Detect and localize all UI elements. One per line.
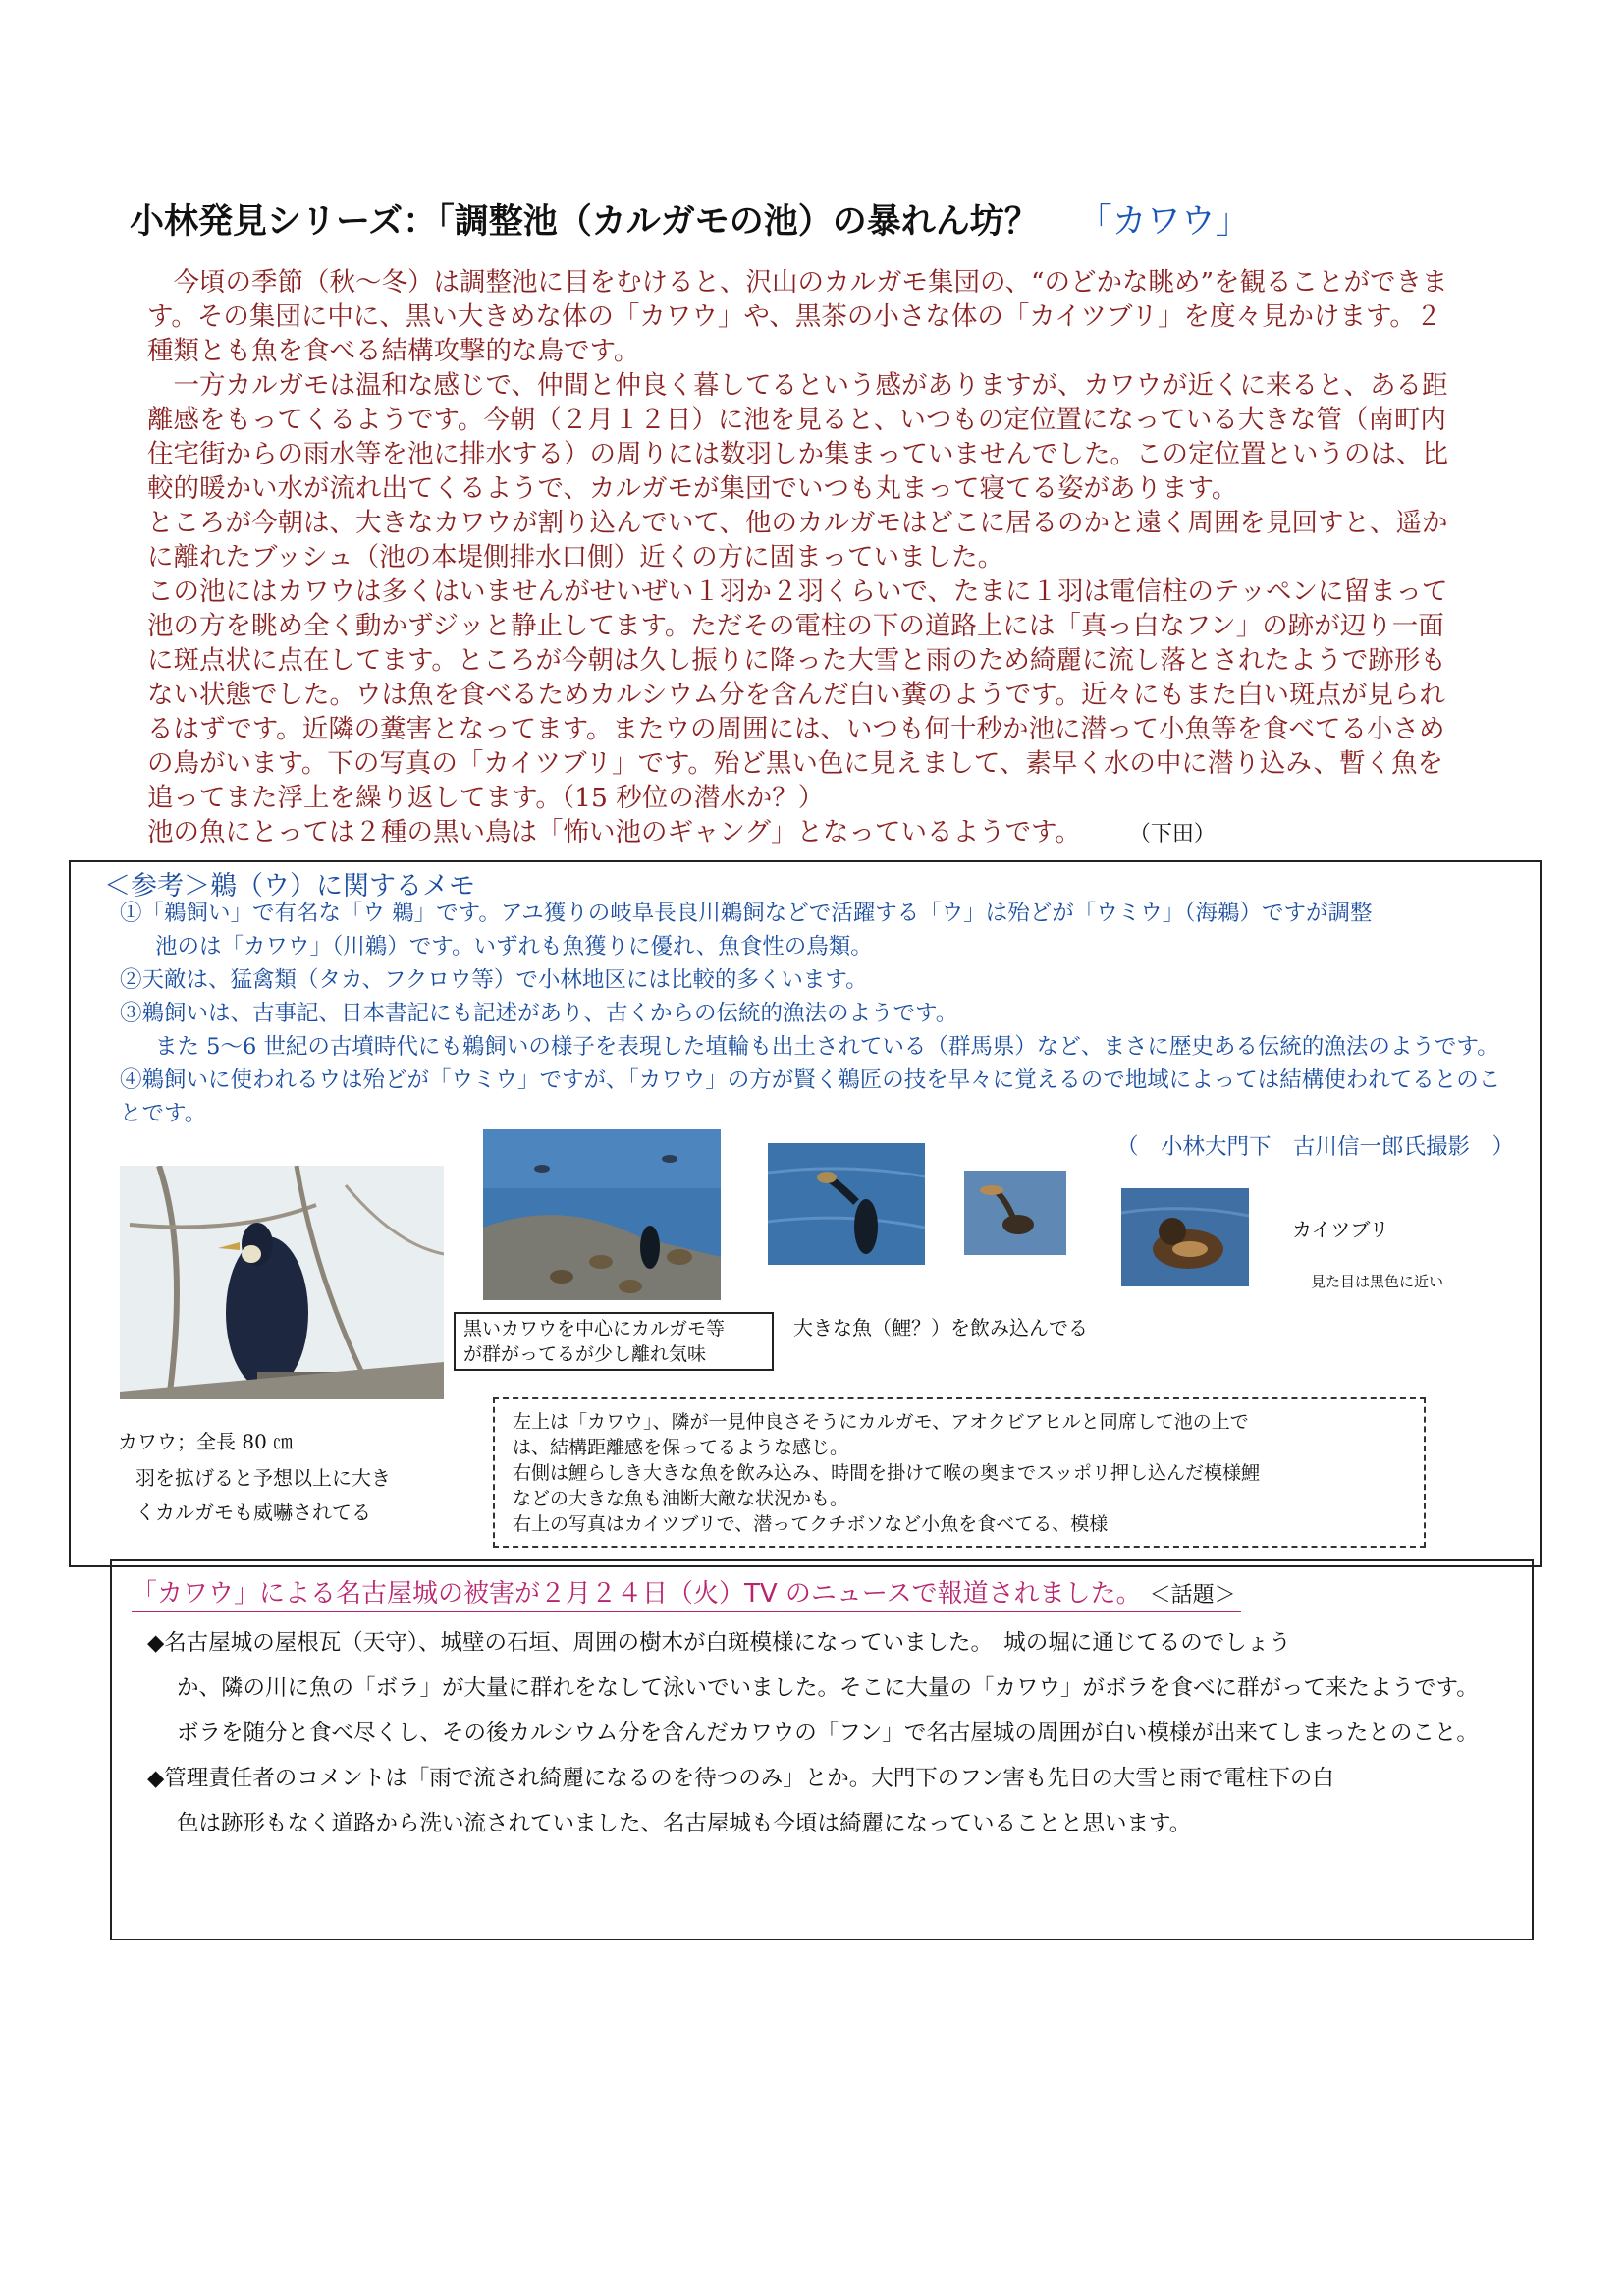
fish-caption: 大きな魚（鯉？）を飲み込んでる xyxy=(793,1316,1088,1339)
memo-item-3b: また 5～6 世紀の古墳時代にも鵜飼いの様子を表現した埴輪も出土されている（群馬県）など、まさに歴史ある伝統的漁法のようです。 xyxy=(155,1034,1499,1060)
fish-photo-2 xyxy=(964,1171,1066,1255)
memo-item-1b: 池のは「カワウ」（川鵜）です。いずれも魚獲りに優れ、魚食性の鳥類。 xyxy=(155,934,873,959)
news-body xyxy=(147,1620,1492,1846)
news-paragraph-2-rest: 色は跡形もなく道路から洗い流されていました、名古屋城も今頃は綺麗になっていることと思います。 xyxy=(177,1811,1192,1836)
intro-closing-line xyxy=(147,815,1453,851)
news-headline: 「カワウ」による名古屋城の被害が２月２４日（火）TV のニュースで報道されました。 xyxy=(132,1579,1142,1609)
memo-item-2: ②天敵は、猛禽類（タカ、フクロウ等）で小林地区には比較的多くいます。 xyxy=(120,967,868,993)
intro-paragraph-1: 今頃の季節（秋～冬）は調整池に目をむけると、沢山のカルガモ集団の、“のどかな眺め”を観ることができます。その集団に中に、黒い大きめな体の「カワウ」や、黒茶の小さな体の「カイツブリ」を度々見かけます。２種類とも魚を食べる結構攻撃的な鳥です。 xyxy=(147,267,1448,366)
fish-photo-1 xyxy=(768,1143,925,1265)
kaitsuburi-photo xyxy=(1121,1188,1249,1286)
intro-paragraph-2: 一方カルガモは温和な感じで、仲間と仲良く暮してるという感がありますが、カワウが近くに来ると、ある距離感をもってくるようです。今朝（２月１２日）に池を見ると、いつもの定位置になっている大きな管（南町内住宅街からの雨水等を池に排水する）の周りには数羽しか集まっていませんでした。この定位置というのは、比較的暖かい水が流れ出てくるようで、カルガモが集団でいつも丸まって寝てる姿があります。 xyxy=(147,370,1448,504)
group-caption xyxy=(454,1312,774,1371)
memo-list xyxy=(120,897,1514,1164)
news-title-underline xyxy=(132,1611,1241,1612)
kaitsuburi-label: カイツブリ xyxy=(1292,1218,1389,1241)
photo-credit: （ 小林大門下 古川信一郎氏撮影 ） xyxy=(1115,1134,1514,1160)
intro-closing: 池の魚にとっては２種の黒い鳥は「怖い池のギャング」となっているようです。 xyxy=(147,817,1081,847)
memo-item-1a: ①「鵜飼い」で有名な「ウ 鵜」です。アユ獲りの岐阜長良川鵜飼などで活躍する「ウ」は殆どが「ウミウ」（海鵜）ですが調整 xyxy=(120,901,1373,926)
kawau-photo xyxy=(120,1166,444,1399)
kawau-caption-2: 羽を拡げると予想以上に大き xyxy=(135,1466,391,1490)
memo-item-4: ④鵜飼いに使われるウは殆どが「ウミウ」ですが、「カワウ」の方が賢く鵜匠の技を早々に覚えるので地域によっては結構使われてるとのことです。 xyxy=(120,1067,1501,1126)
news-tag: ＜話題＞ xyxy=(1149,1583,1236,1608)
kawau-caption-3: くカルガモも威嚇されてる xyxy=(135,1501,371,1524)
news-paragraph-1-rest: か、隣の川に魚の「ボラ」が大量に群れをなして泳いでいました。そこに大量の「カワウ」がボラを食べに群がって来たようです。 ボラを随分と食べ尽くし、その後カルシウム分を含んだカワウの「フン」で名古屋城の周囲が白い模様が出来てしまったとのこと。 xyxy=(177,1675,1489,1746)
photo-note-line-1: 左上は「カワウ」、隣が一見仲良さそうにカルガモ、アオクビアヒルと同席して池の上で xyxy=(513,1411,1249,1433)
memo-title: ＜参考＞鵜（ウ）に関するメモ xyxy=(104,871,475,902)
photo-note-line-2: は、結構距離感を保ってるような感じ。 xyxy=(513,1437,849,1458)
intro-article xyxy=(147,265,1453,851)
photo-note-line-5: 右上の写真はカイツブリで、潜ってクチボソなど小魚を食べてる、模様 xyxy=(513,1513,1109,1535)
kawau-caption-1: カワウ；全長 80 ㎝ xyxy=(118,1430,294,1453)
news-paragraph-1-first: ◆名古屋城の屋根瓦（天守）、城壁の石垣、周囲の樹木が白斑模様になっていました。 城の堀に通じてるのでしょう xyxy=(147,1630,1291,1656)
photo-notes-box xyxy=(493,1397,1426,1548)
title-accent: 「カワウ」 xyxy=(1077,202,1250,242)
intro-signature: （下田） xyxy=(1139,822,1216,847)
news-title xyxy=(132,1573,1236,1610)
photo-note-line-4: などの大きな魚も油断大敵な状況かも。 xyxy=(513,1488,849,1509)
kaitsuburi-note: 見た目は黒色に近い xyxy=(1311,1273,1444,1290)
intro-paragraph-3: ところが今朝は、大きなカワウが割り込んでいて、他のカルガモはどこに居るのかと遠く周囲を見回すと、遥かに離れたブッシュ（池の本堤側排水口側）近くの方に固まっていました。 xyxy=(147,508,1448,573)
intro-paragraph-4: この池にはカワウは多くはいませんがせいぜい１羽か２羽くらいで、たまに１羽は電信柱のテッペンに留まって池の方を眺め全く動かずジッと静止してます。ただその電柱の下の道路上には「真っ白なフン」の跡が辺り一面に斑点状に点在してます。ところが今朝は久し振りに降った大雪と雨のため綺麗に流し落とされたようで跡形もない状態でした。ウは魚を食べるためカルシウム分を含んだ白い糞のようです。近々にもまた白い斑点が見られるはずです。近隣の糞害となってます。またウの周囲には、いつも何十秒か池に潜って小魚等を食べてる小さめの鳥がいます。下の写真の「カイツブリ」です。殆ど黒い色に見えまして、素早く水の中に潜り込み、暫く魚を追ってまた浮上を繰り返してます。（15 秒位の潜水か？） xyxy=(147,576,1448,813)
photo-note-line-3: 右側は鯉らしき大きな魚を飲み込み、時間を掛けて喉の奥までスッポリ押し込んだ模様鯉 xyxy=(513,1462,1260,1484)
group-photo xyxy=(483,1129,721,1300)
title-main: 小林発見シリーズ：「調整池（カルガモの池）の暴れん坊？ xyxy=(130,202,1039,242)
group-caption-line-1: 黒いカワウを中心にカルガモ等 xyxy=(463,1318,726,1339)
group-caption-line-2: が群がってるが少し離れ気味 xyxy=(463,1343,707,1365)
news-paragraph-2-first: ◆管理責任者のコメントは「雨で流され綺麗になるのを待つのみ」とか。大門下のフン害も先日の大雪と雨で電柱下の白 xyxy=(147,1766,1334,1791)
page-title xyxy=(130,194,1504,244)
memo-item-3: ③鵜飼いは、古事記、日本書記にも記述があり、古くからの伝統的漁法のようです。 xyxy=(120,1001,958,1026)
